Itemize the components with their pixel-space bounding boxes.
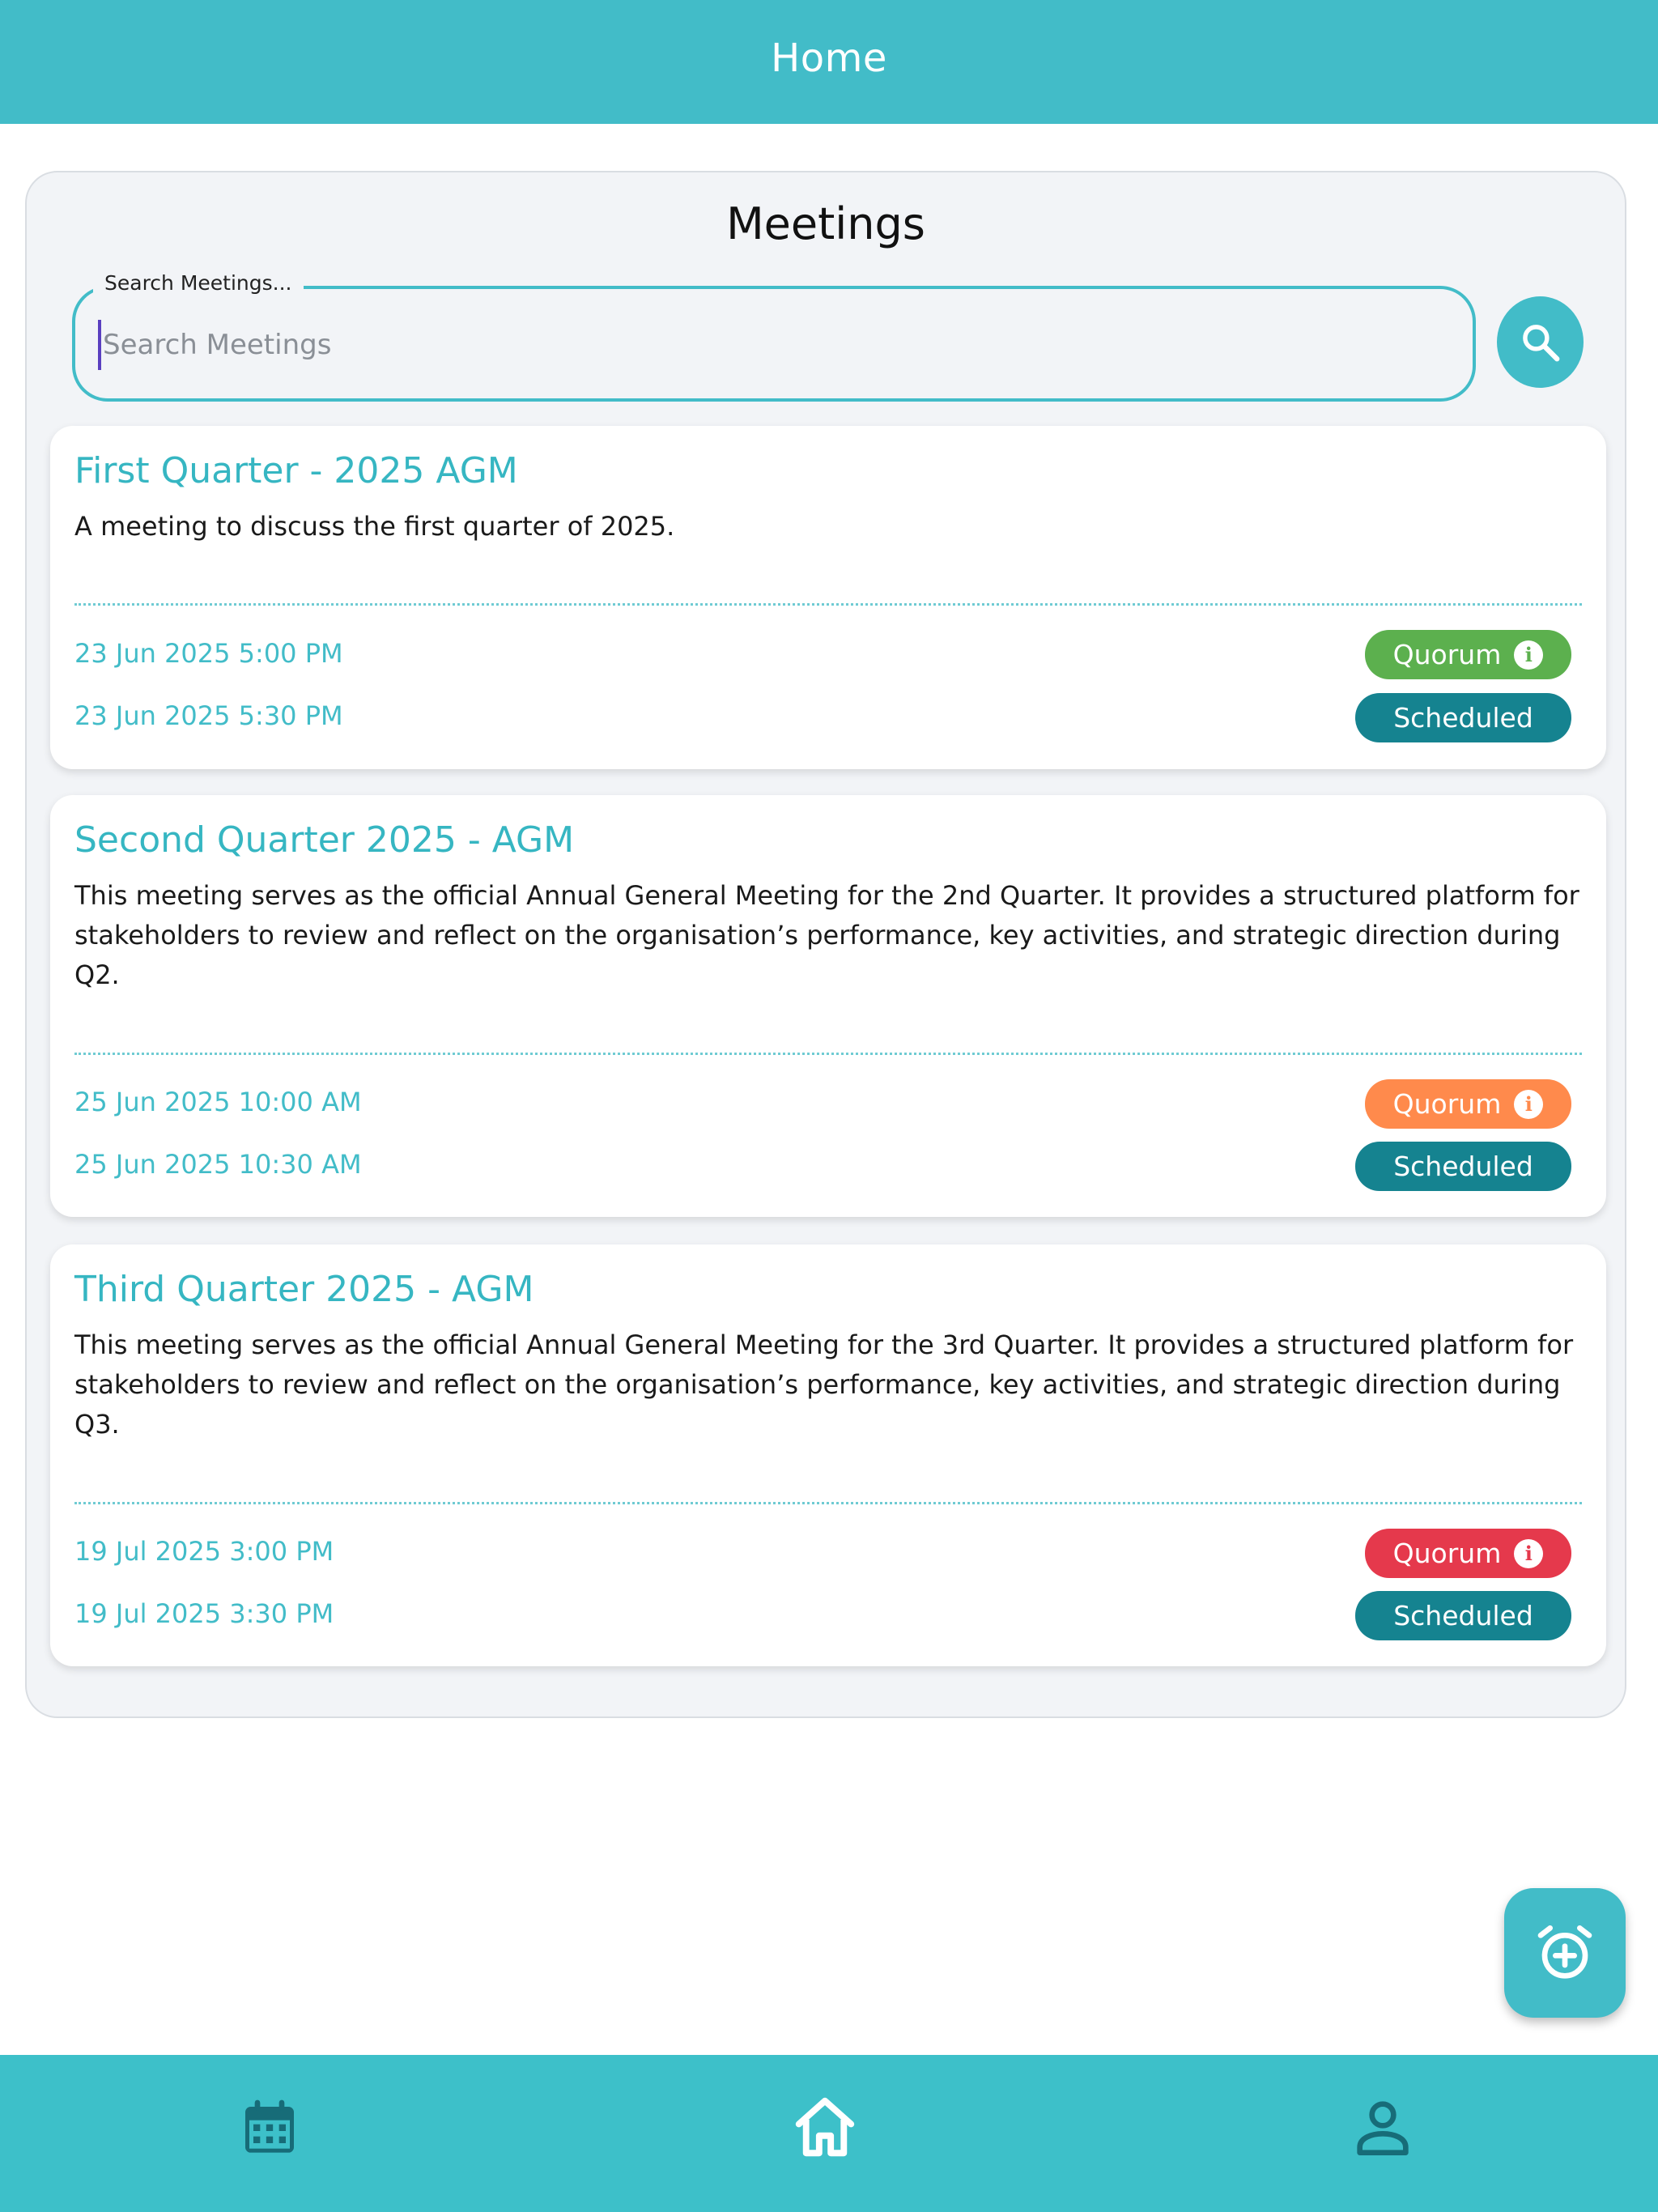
search-button[interactable] <box>1497 296 1584 388</box>
person-icon <box>1350 2095 1415 2159</box>
quorum-label: Quorum <box>1392 639 1502 670</box>
meeting-card[interactable] <box>50 795 1606 1217</box>
search-field[interactable] <box>72 271 1476 402</box>
card-divider <box>74 1502 1582 1504</box>
meeting-description: This meeting serves as the official Annual General Meeting for the 2nd Quarter. It provides a structured platform for stakeholders to review and reflect on the organisation’s performance, key activities, and strategic direction during Q2. <box>74 880 1579 990</box>
quorum-badge[interactable] <box>1365 1529 1571 1578</box>
meeting-end-time: 19 Jul 2025 3:30 PM <box>74 1598 334 1629</box>
search-icon <box>1519 321 1562 364</box>
meeting-start-time: 19 Jul 2025 3:00 PM <box>74 1536 334 1567</box>
alarm-add-icon <box>1533 1921 1597 1985</box>
meeting-title: Second Quarter 2025 - AGM <box>74 819 575 861</box>
info-icon: i <box>1514 1539 1543 1568</box>
meeting-title: Third Quarter 2025 - AGM <box>74 1269 534 1310</box>
calendar-icon <box>237 2095 302 2159</box>
meeting-card[interactable] <box>50 1244 1606 1666</box>
card-divider <box>74 1053 1582 1055</box>
quorum-badge[interactable] <box>1365 1079 1571 1129</box>
meeting-start-time: 25 Jun 2025 10:00 AM <box>74 1087 362 1117</box>
status-badge: Scheduled <box>1355 693 1571 742</box>
bottom-nav <box>0 2055 1658 2212</box>
meeting-end-time: 25 Jun 2025 10:30 AM <box>74 1149 362 1180</box>
nav-item-profile[interactable] <box>1346 2091 1419 2163</box>
card-divider <box>74 603 1582 606</box>
search-input[interactable] <box>98 320 1448 370</box>
add-meeting-button[interactable] <box>1504 1888 1626 2018</box>
meeting-card[interactable] <box>50 426 1606 769</box>
meeting-end-time: 23 Jun 2025 5:30 PM <box>74 700 343 731</box>
status-badge: Scheduled <box>1355 1142 1571 1191</box>
info-icon: i <box>1514 1090 1543 1119</box>
meeting-description: A meeting to discuss the first quarter of 2025. <box>74 511 675 542</box>
quorum-badge[interactable] <box>1365 630 1571 679</box>
panel-title: Meetings <box>726 198 925 249</box>
search-label: Search Meetings... <box>93 271 304 295</box>
meetings-panel <box>25 171 1626 1718</box>
header-title: Home <box>771 35 887 81</box>
quorum-label: Quorum <box>1392 1088 1502 1120</box>
meeting-title: First Quarter - 2025 AGM <box>74 450 518 491</box>
nav-item-calendar[interactable] <box>233 2091 306 2163</box>
app-header <box>0 0 1658 124</box>
nav-item-home[interactable] <box>789 2091 861 2163</box>
status-badge: Scheduled <box>1355 1591 1571 1640</box>
quorum-label: Quorum <box>1392 1538 1502 1569</box>
meeting-start-time: 23 Jun 2025 5:00 PM <box>74 638 343 669</box>
info-icon: i <box>1514 640 1543 670</box>
home-icon <box>790 2092 860 2162</box>
meeting-description: This meeting serves as the official Annual General Meeting for the 3rd Quarter. It provides a structured platform for stakeholders to review and reflect on the organisation’s performance, key activities, and strategic direction during Q3. <box>74 1329 1574 1440</box>
